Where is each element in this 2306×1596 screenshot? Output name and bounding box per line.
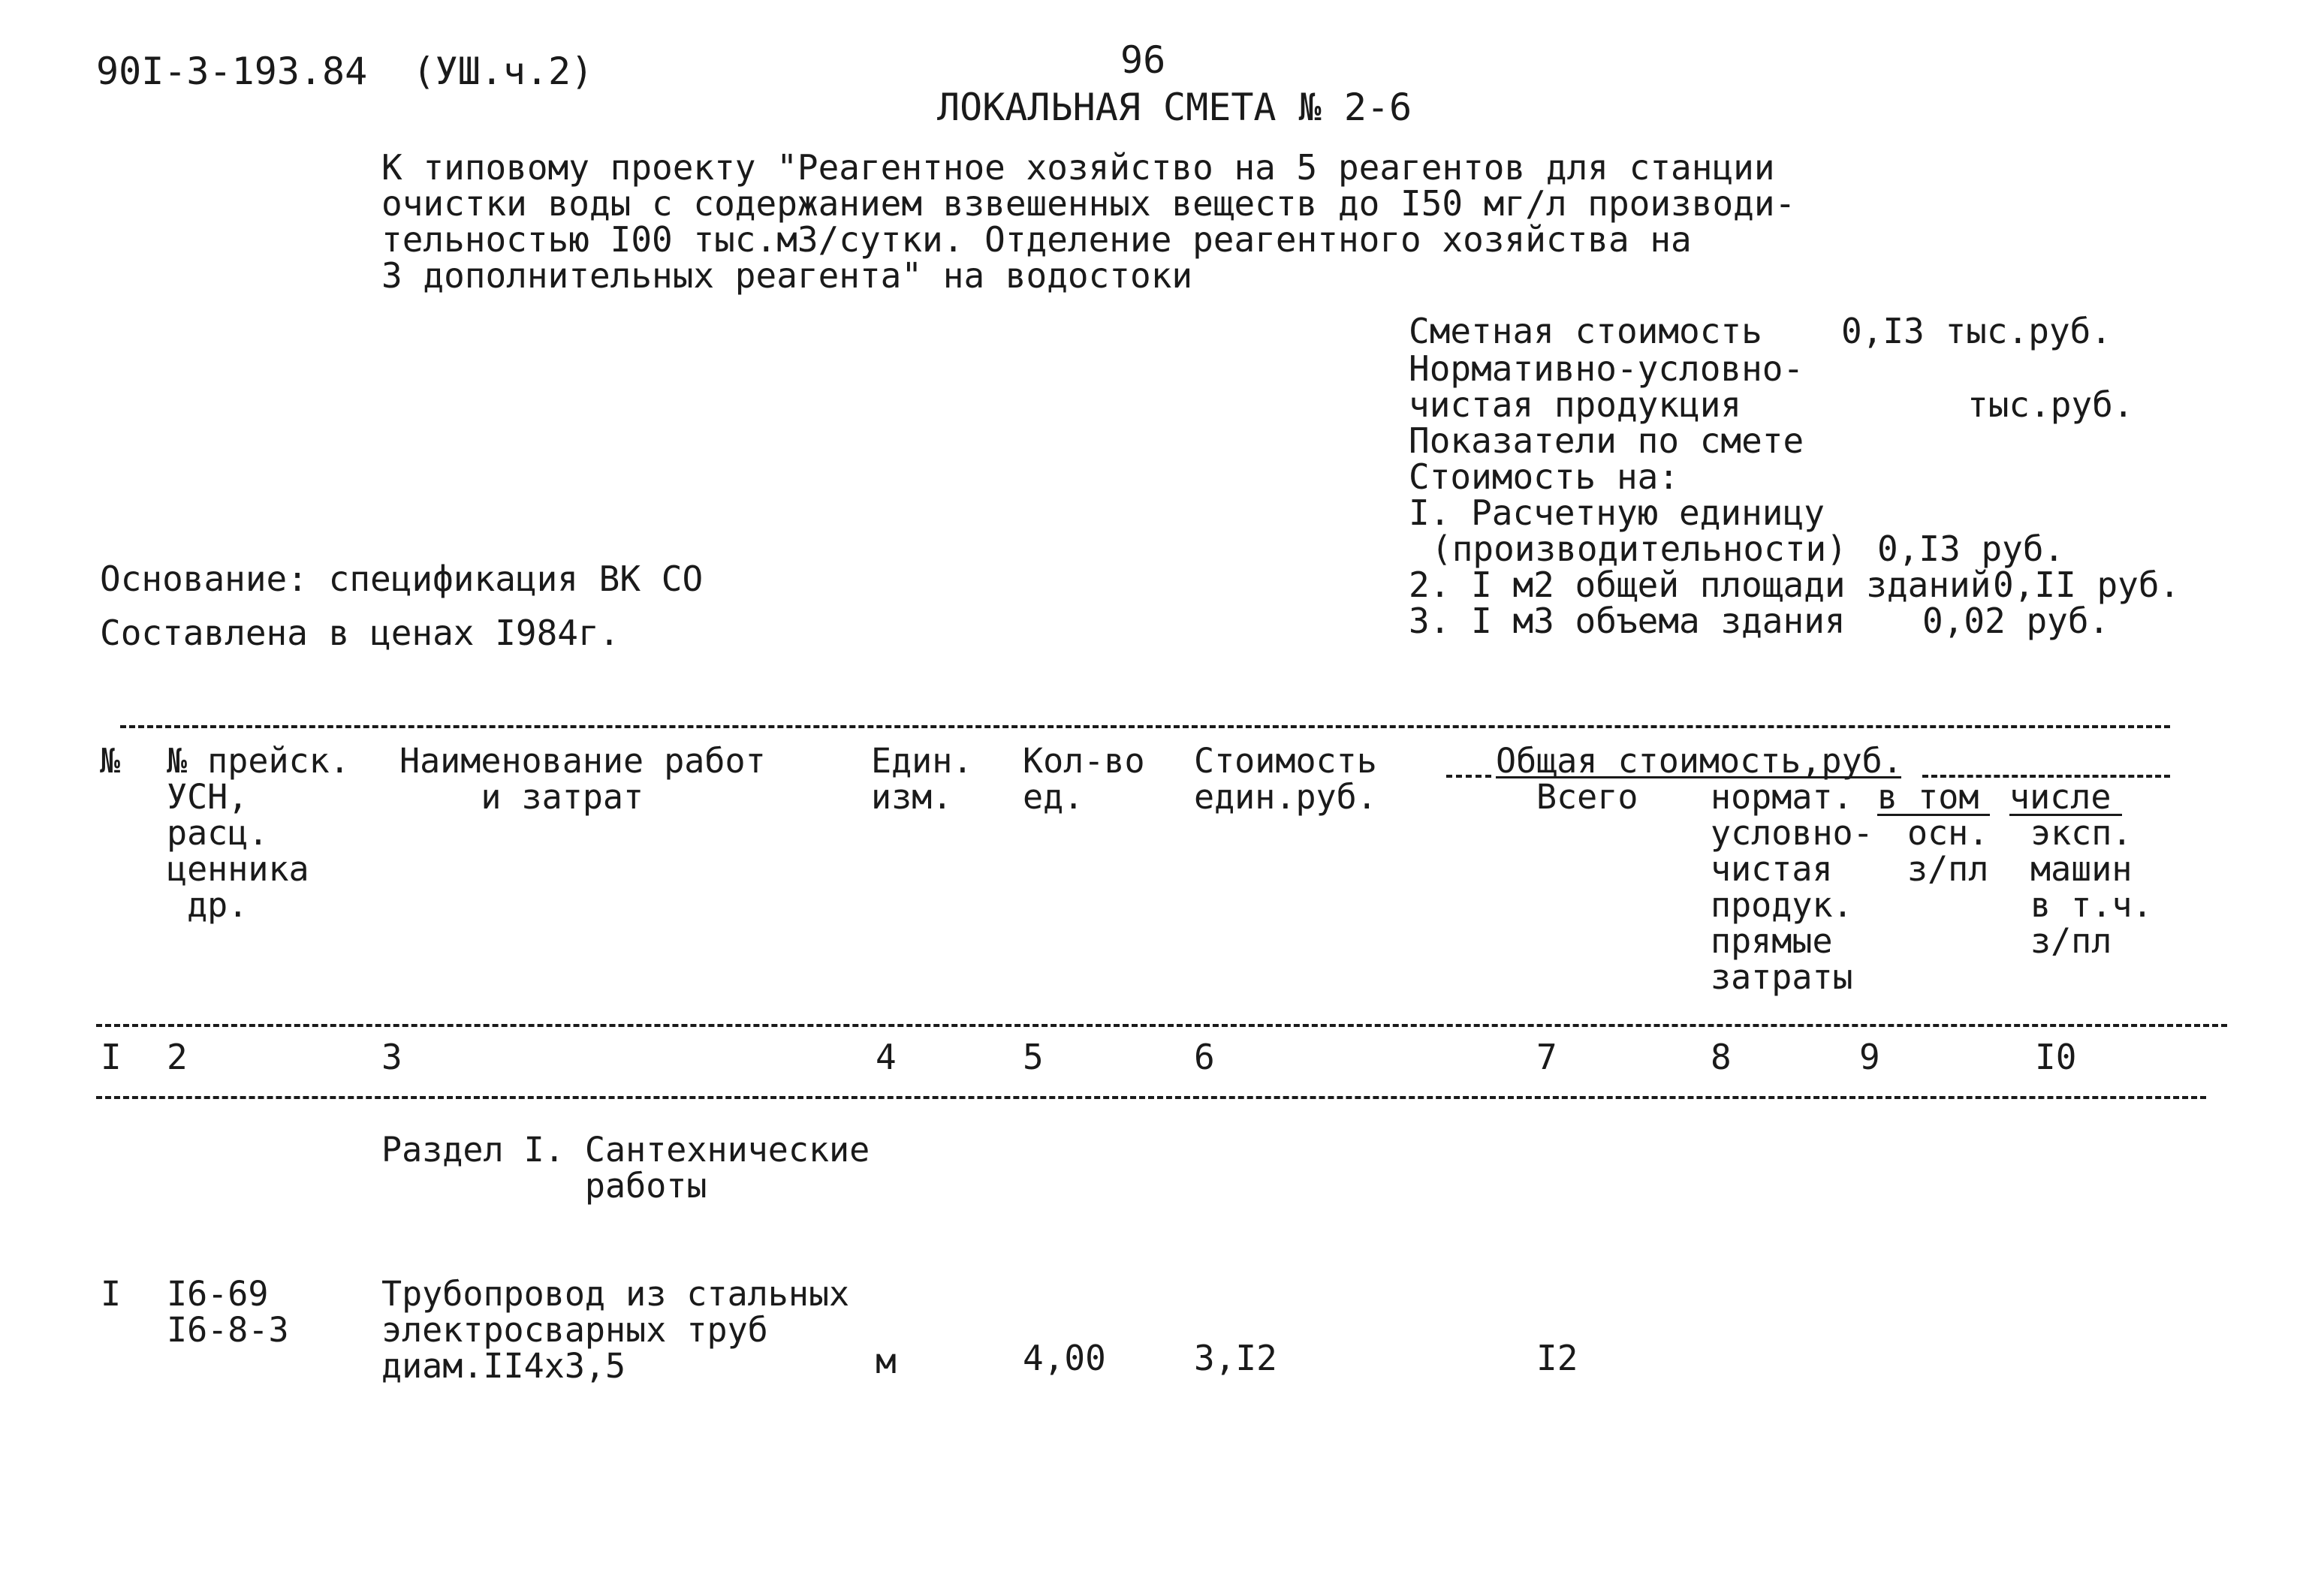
indicator-3-label: 3. I м3 объема здания	[1409, 601, 1846, 641]
row-1-name: Трубопровод из стальных электросварных труб диам.II4x3,5	[381, 1274, 850, 1386]
project-description-line-3: тельностью I00 тыс.м3/сутки. Отделение реагентного хозяйства на	[381, 219, 1692, 260]
column-number-4: 4	[876, 1037, 897, 1077]
column-number-1: I	[101, 1037, 122, 1077]
column-number-2: 2	[167, 1037, 188, 1077]
indicator-1-label-2: (производительности)	[1431, 528, 1847, 569]
prices-text: Составлена в ценах I984г.	[100, 613, 620, 653]
column-numbers-bottom-rule	[96, 1096, 2206, 1099]
document-title: ЛОКАЛЬНАЯ СМЕТА № 2-6	[937, 86, 1412, 129]
table-top-rule	[120, 725, 2170, 728]
column-number-9: 9	[1859, 1037, 1880, 1077]
indicator-2-value: 0,II руб.	[1993, 565, 2181, 605]
header-group-total: Общая стоимость,руб.	[1496, 741, 1903, 781]
normative-unit: тыс.руб.	[1967, 384, 2134, 425]
header-col-qty: Кол-во ед.	[1023, 741, 1145, 817]
normative-label-1: Нормативно-условно-	[1409, 348, 1804, 389]
header-col-normative: нормат. условно- чистая продук. прямые затраты	[1711, 777, 1873, 997]
page-number: 96	[1120, 38, 1166, 82]
estimated-cost-label: Сметная стоимость	[1409, 311, 1762, 351]
header-col-total: Всего	[1536, 777, 1638, 817]
header-bottom-rule	[96, 1024, 2227, 1027]
header-col-base-salary: осн. з/пл	[1907, 813, 1989, 889]
indicator-1-label: I. Расчетную единицу	[1409, 492, 1825, 533]
row-1-total: I2	[1536, 1338, 1578, 1378]
header-col-number: №	[100, 741, 121, 781]
project-description-line-1: К типовому проекту "Реагентное хозяйство на 5 реагентов для станции	[381, 147, 1775, 188]
normative-label-2: чистая продукция	[1409, 384, 1742, 425]
column-number-6: 6	[1194, 1037, 1215, 1077]
estimated-cost-value: 0,I3 тыс.руб.	[1841, 311, 2112, 351]
section-title: Раздел I. Сантехнические работы	[381, 1130, 870, 1206]
header-in-that: в том	[1877, 777, 1979, 817]
indicator-3-value: 0,02 руб.	[1922, 601, 2110, 641]
header-col-price-code: № прейск. УСН, расц. ценника др.	[167, 741, 350, 925]
project-description-line-4: 3 дополнительных реагента" на водостоки	[381, 255, 1193, 296]
indicator-1-value: 0,I3 руб.	[1877, 528, 2065, 569]
header-col-machines: эксп. машин в т.ч. з/пл	[2030, 813, 2153, 961]
header-col-unit: Един. изм.	[871, 741, 973, 817]
header-col-unit-cost: Стоимость един.руб.	[1194, 741, 1377, 817]
document-code: 90I-3-193.84 (УШ.ч.2)	[96, 50, 594, 93]
row-1-price-code: I6-69 I6-8-3	[167, 1274, 289, 1350]
row-1-number: I	[101, 1274, 122, 1314]
basis-text: Основание: спецификация ВК СО	[100, 559, 704, 599]
row-1-unit-cost: 3,I2	[1194, 1338, 1277, 1378]
column-number-8: 8	[1711, 1037, 1732, 1077]
row-1-unit: м	[876, 1341, 897, 1381]
column-number-7: 7	[1536, 1037, 1557, 1077]
project-description-line-2: очистки воды с содержанием взвешенных веществ до I50 мг/л производи-	[381, 183, 1796, 224]
column-number-5: 5	[1023, 1037, 1044, 1077]
indicators-label: Показатели по смете	[1409, 420, 1804, 461]
indicator-2-label: 2. I м2 общей площади зданий	[1409, 565, 1991, 605]
header-col10-top: числе	[2009, 777, 2112, 817]
row-1-qty: 4,00	[1023, 1338, 1106, 1378]
header-col-name: Наименование работ и затрат	[399, 741, 766, 817]
group-header-dash-left	[1446, 775, 1491, 778]
cost-per-label: Стоимость на:	[1409, 456, 1680, 497]
column-number-10: I0	[2035, 1037, 2077, 1077]
column-number-3: 3	[381, 1037, 402, 1077]
